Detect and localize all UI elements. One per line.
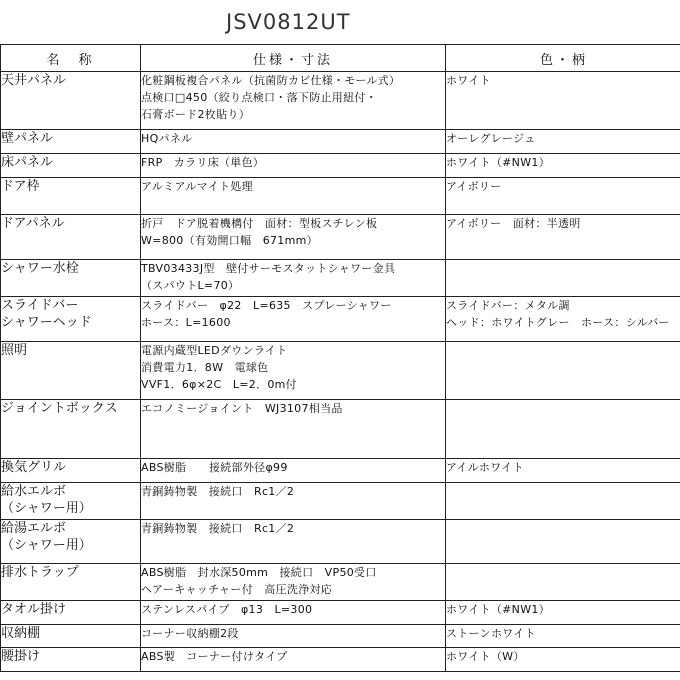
item-name-line: シャワーヘッド <box>1 315 92 330</box>
item-color-line: ストーンホワイト <box>446 627 536 640</box>
item-name-cell <box>1 625 141 648</box>
item-name-line: スライドバー <box>1 298 79 313</box>
item-color-cell <box>446 648 680 672</box>
item-spec-cell <box>141 520 446 564</box>
item-color-line: アイルホワイト <box>446 461 524 474</box>
item-name-cell <box>1 72 141 130</box>
item-spec-line: HQパネル <box>141 132 193 145</box>
item-color-cell <box>446 342 680 400</box>
table-row <box>1 72 680 130</box>
item-name-cell <box>1 459 141 483</box>
item-spec-line: ABS樹脂 封水深50mm 接続口 VP50受口 <box>141 566 377 579</box>
item-color-cell <box>446 260 680 297</box>
table-row <box>1 297 680 342</box>
item-color-cell <box>446 215 680 260</box>
item-name-cell <box>1 483 141 520</box>
item-spec-line: ステンレスパイプ φ13 L=300 <box>141 603 313 616</box>
spec-table <box>0 44 680 672</box>
item-spec-cell <box>141 154 446 178</box>
item-color-cell <box>446 72 680 130</box>
item-name-cell <box>1 648 141 672</box>
item-name-line: 給水エルボ <box>1 484 67 499</box>
item-name-line: 照明 <box>1 343 28 358</box>
item-name-line: ジョイントボックス <box>1 401 118 416</box>
item-spec-line: 消費電力1．8W 電球色 <box>141 361 269 374</box>
item-color-cell <box>446 625 680 648</box>
table-row <box>1 342 680 400</box>
item-name-cell <box>1 130 141 154</box>
item-spec-line: TBV03433J型 壁付サーモスタットシャワー金具 <box>141 262 396 275</box>
item-spec-cell <box>141 483 446 520</box>
item-name-line: ドアパネル <box>1 216 65 231</box>
item-color-cell <box>446 601 680 625</box>
item-name-line: ドア枠 <box>1 179 40 194</box>
item-spec-line: エコノミージョイント WJ3107相当品 <box>141 402 343 415</box>
item-name-line: 床パネル <box>1 155 54 170</box>
item-color-line: ホワイト <box>446 74 491 87</box>
item-spec-line: 青銅鋳物製 接続口 Rc1／2 <box>141 485 295 498</box>
item-color-cell <box>446 564 680 601</box>
table-row <box>1 400 680 459</box>
item-spec-line: （スパウトL=70） <box>141 279 240 292</box>
item-color-line: アイボリー <box>446 180 502 193</box>
item-spec-line: 石膏ボード2枚貼り） <box>141 108 250 121</box>
table-row <box>1 601 680 625</box>
item-color-cell <box>446 520 680 564</box>
item-spec-line: 点検口□450（絞り点検口・落下防止用紐付・ <box>141 91 377 104</box>
item-spec-line: コーナー収納棚2段 <box>141 627 239 640</box>
item-name-line: 天井パネル <box>1 73 67 88</box>
table-row <box>1 178 680 215</box>
item-color-line: ヘッド：ホワイトグレー ホース：シルバー <box>446 316 670 329</box>
table-row <box>1 260 680 297</box>
item-spec-cell <box>141 297 446 342</box>
item-spec-line: VVF1．6φ×2C L=2．0m付 <box>141 378 297 391</box>
item-name-cell <box>1 400 141 459</box>
item-color-cell <box>446 400 680 459</box>
item-spec-cell <box>141 564 446 601</box>
item-spec-cell <box>141 215 446 260</box>
item-color-cell <box>446 483 680 520</box>
item-color-cell <box>446 297 680 342</box>
item-name-cell <box>1 215 141 260</box>
item-name-line: （シャワー用） <box>1 538 92 553</box>
item-name-line: 給湯エルボ <box>1 521 67 536</box>
table-row <box>1 520 680 564</box>
item-name-cell <box>1 178 141 215</box>
item-spec-cell <box>141 72 446 130</box>
item-spec-line: ホース：L=1600 <box>141 316 231 329</box>
item-spec-line: W=800（有効開口幅 671mm） <box>141 234 318 247</box>
item-spec-cell <box>141 130 446 154</box>
header-spec: 仕様・寸法 <box>141 45 446 72</box>
item-spec-line: 折戸 ドア脱着機構付 面材：型板スチレン板 <box>141 217 378 230</box>
item-name-line: タオル掛け <box>1 602 67 617</box>
item-spec-cell <box>141 400 446 459</box>
item-spec-line: FRP カラリ床（単色） <box>141 156 265 169</box>
item-spec-line: スライドバー φ22 L=635 スプレーシャワー <box>141 299 392 312</box>
item-color-cell <box>446 178 680 215</box>
item-spec-cell <box>141 260 446 297</box>
header-name: 名 称 <box>1 45 141 72</box>
table-row <box>1 648 680 672</box>
item-spec-line: ABS製 コーナー付けタイプ <box>141 650 288 663</box>
item-spec-cell <box>141 459 446 483</box>
table-row <box>1 483 680 520</box>
item-color-cell <box>446 154 680 178</box>
item-color-cell <box>446 459 680 483</box>
item-name-line: シャワー水栓 <box>1 261 79 276</box>
item-spec-cell <box>141 178 446 215</box>
item-spec-line: 電源内蔵型LEDダウンライト <box>141 344 288 357</box>
item-name-cell <box>1 601 141 625</box>
table-row <box>1 459 680 483</box>
item-name-cell <box>1 297 141 342</box>
item-color-line: ホワイト（#NW1） <box>446 156 550 169</box>
document-title: JSV0812UT <box>226 10 351 34</box>
table-row <box>1 154 680 178</box>
item-name-cell <box>1 520 141 564</box>
item-color-line: ホワイト（W） <box>446 650 525 663</box>
item-spec-line: 化粧鋼板複合パネル（抗菌防カビ仕様・モール式） <box>141 74 401 87</box>
table-row <box>1 130 680 154</box>
item-name-line: 換気グリル <box>1 460 67 475</box>
item-name-line: 排水トラップ <box>1 565 79 580</box>
item-spec-cell <box>141 342 446 400</box>
item-name-cell <box>1 342 141 400</box>
item-spec-cell <box>141 625 446 648</box>
header-color: 色・柄 <box>446 45 680 72</box>
item-spec-line: ABS樹脂 接続部外径φ99 <box>141 461 288 474</box>
item-color-line: ホワイト（#NW1） <box>446 603 550 616</box>
item-spec-line: アルミアルマイト処理 <box>141 180 253 193</box>
item-color-line: スライドバー：メタル調 <box>446 299 570 312</box>
item-name-line: 収納棚 <box>1 626 41 641</box>
table-body <box>1 72 680 672</box>
table-row <box>1 625 680 648</box>
item-spec-line: ヘアーキャッチャー付 高圧洗浄対応 <box>141 583 333 596</box>
item-spec-cell <box>141 648 446 672</box>
item-spec-cell <box>141 601 446 625</box>
item-name-line: 腰掛け <box>1 649 41 664</box>
item-name-cell <box>1 564 141 601</box>
table-header-row <box>1 45 680 72</box>
item-name-cell <box>1 154 141 178</box>
item-spec-line: 青銅鋳物製 接続口 Rc1／2 <box>141 522 295 535</box>
table-row <box>1 564 680 601</box>
item-name-cell <box>1 260 141 297</box>
item-name-line: 壁パネル <box>1 131 54 146</box>
item-color-cell <box>446 130 680 154</box>
item-name-line: （シャワー用） <box>1 501 92 516</box>
item-color-line: アイボリー 面材：半透明 <box>446 217 581 230</box>
item-color-line: オーレグレージュ <box>446 132 536 145</box>
table-row <box>1 215 680 260</box>
